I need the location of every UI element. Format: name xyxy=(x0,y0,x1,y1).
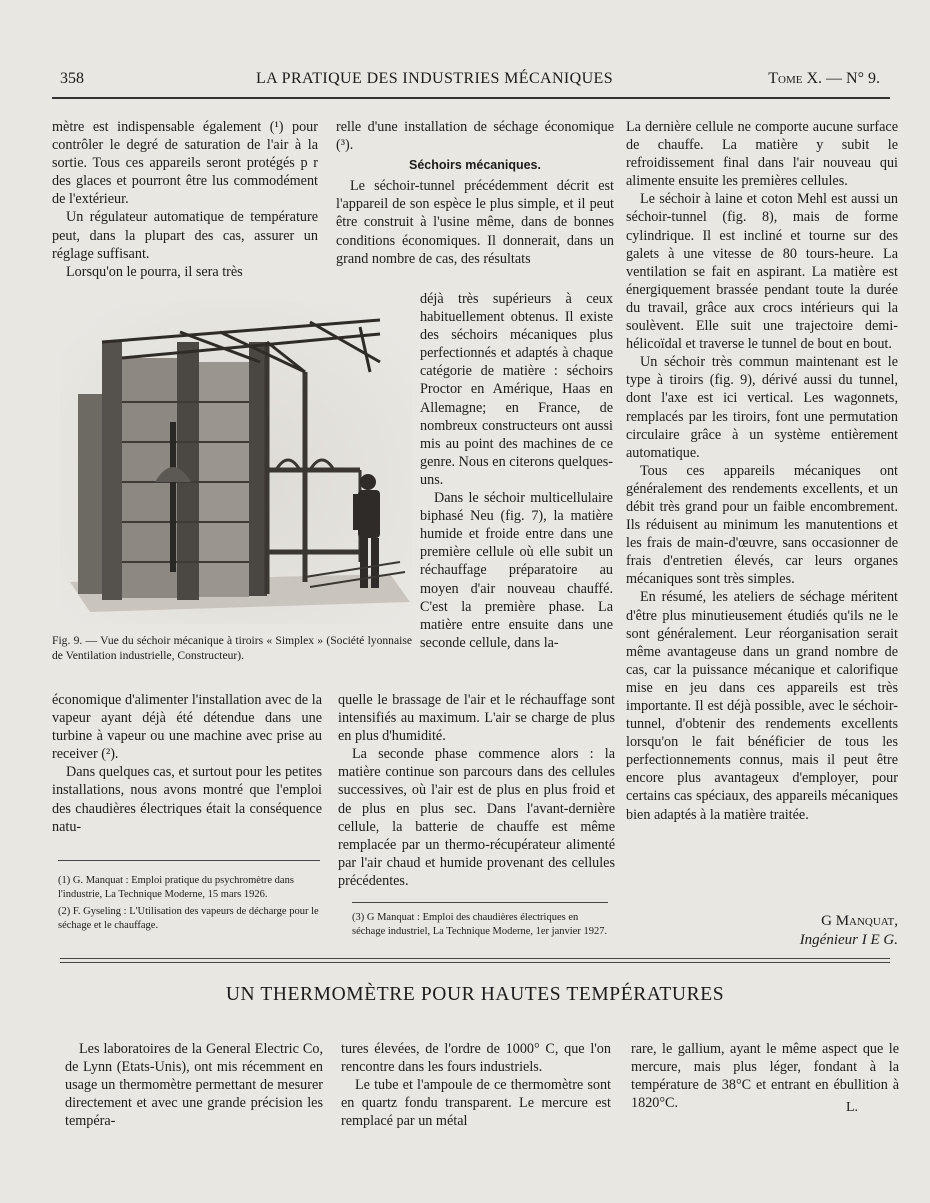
paragraph: déjà très supérieurs à ceux habituellement obtenus. Il existe des séchoirs mécaniques plus perfectionnés et adaptés à chaque catégorie de matière : séchoirs Proctor en Amérique, Haas en Allemagne; en France, de nombreux constructeurs ont aussi mis au point des machines de ce genre. Nous en citerons quelques-uns. xyxy=(420,291,613,488)
article2-col3 xyxy=(631,1040,899,1112)
footnote-rule xyxy=(352,902,608,903)
section-rule xyxy=(60,962,890,963)
article-title: UN THERMOMÈTRE POUR HAUTES TEMPÉRATURES xyxy=(225,984,725,1005)
footnote: (2) F. Gyseling : L'Utilisation des vapeurs de décharge pour le séchage et le chauffage. xyxy=(58,906,319,931)
paragraph: quelle le brassage de l'air et le réchauffage sont intensifiés au maximum. L'air se charge de plus en plus d'humidité. xyxy=(338,692,615,745)
paragraph: Tous ces appareils mécaniques ont généralement des rendements excellents, et un débit très grand pour un faible encombrement. Ils réduisent au minimum les manutentions et les frais de main-d'œuvre, sans occasionner de frais d'entretien élevés, car leurs organes mécaniques sont très simples. xyxy=(626,462,898,588)
article2-col1 xyxy=(65,1040,323,1130)
article2-col2 xyxy=(341,1040,611,1130)
running-header xyxy=(58,66,890,92)
article1-col3 xyxy=(626,118,898,824)
figure-caption: Fig. 9. — Vue du séchoir mécanique à tiroirs « Simplex » (Société lyonnaise de Ventilation industrielle, Constructeur). xyxy=(52,634,412,662)
volume-number: Tome X. — N° 9. xyxy=(768,70,880,87)
footnotes-col1 xyxy=(58,874,320,932)
author-name: G Manquat, xyxy=(821,913,898,929)
paragraph: Un séchoir très commun maintenant est le type à tiroirs (fig. 9), dérivé aussi du tunnel, dont l'axe est ici vertical. Les wagonnets, remplacés par les tiroirs, font une permutation circulaire grâce à un système entièrement automatique. xyxy=(626,354,898,461)
article1-col2-top xyxy=(336,118,614,268)
article1-col1-top xyxy=(52,118,318,281)
article1-col1-bottom xyxy=(52,691,322,836)
paragraph: Un régulateur automatique de température peut, dans la plupart des cas, assurer un réglage suffisant. xyxy=(52,209,318,262)
article1-col2-beside-figure xyxy=(420,290,613,652)
figure-dryer-photo xyxy=(60,302,412,624)
footnote-col2: (3) G Manquat : Emploi des chaudières électriques en séchage industriel, La Technique Moderne, 1er janvier 1927. xyxy=(352,912,608,937)
paragraph: mètre est indispensable également (¹) pour contrôler le degré de saturation de l'air à la sortie. Tous ces appareils seront protégés p r des glaces et pourront être lus commodément de l'extérieur. xyxy=(52,119,318,208)
paragraph: relle d'une installation de séchage économique (³). xyxy=(336,119,614,154)
author-initial: L. xyxy=(846,1100,859,1115)
paragraph: En résumé, les ateliers de séchage méritent d'être plus minutieusement étudiés qu'ils ne le sont généralement. Leur réorganisation serait même avantageuse dans un grand nombre de cas, car la puissance mécanique et calorifique mise en jeu dans ces appareils est très importante. Il est déjà possible, avec le séchoir-tunnel, d'obtenir des rendements excellents lorsqu'on le fait bénéficier de tous les perfectionnements connus, mais il peut être encore plus avantageux d'employer, pour certains cas spéciaux, des appareils mécaniques bien adaptés à la matière traitée. xyxy=(626,589,898,823)
footnote: (1) G. Manquat : Emploi pratique du psychromètre dans l'industrie, La Technique Moderne, 15 mars 1926. xyxy=(58,875,294,900)
journal-title: LA PRATIQUE DES INDUSTRIES MÉCANIQUES xyxy=(256,70,614,87)
paragraph: Dans le séchoir multicellulaire biphasé Neu (fig. 7), la matière humide et froide entre dans une première cellule où elle subit un réchauffage préparatoire au moyen d'air nouveau chauffé. C'est la première phase. La matière entre ensuite dans une seconde cellule, dans la- xyxy=(420,490,613,651)
section-rule xyxy=(60,958,890,959)
paragraph: La seconde phase commence alors : la matière continue son parcours dans des cellules successives, où l'air est de plus en plus froid et de plus en plus sec. Dans l'avant-dernière cellule, la batterie de chauffe est même remplacée par un thermo-récupérateur alimenté par l'air chaud et humide provenant des cellules précédentes. xyxy=(338,746,615,889)
paragraph: économique d'alimenter l'installation avec de la vapeur ayant déjà été détendue dans une turbine à vapeur ou une machine avec prise au receiver (²). xyxy=(52,692,322,763)
paragraph: Lorsqu'on le pourra, il sera très xyxy=(66,263,243,280)
paragraph: Le séchoir à laine et coton Mehl est aussi un séchoir-tunnel (fig. 8), mais de forme cylindrique. Il est incliné et tourne sur des galets à une vitesse de 80 tours-heure. La ventilation se fait en aspirant. La matière est énergiquement brassée pendant toute la durée du travail, grâce aux crocs intérieurs qui la soulèvent. Elle suit une trajectoire demi-hélicoïdal et traverse le tunnel de bout en bout. xyxy=(626,191,898,353)
article1-col2-bottom xyxy=(338,691,615,890)
paragraph: Le séchoir-tunnel précédemment décrit est l'appareil de son espèce le plus simple, et il peut être construit à l'usine même, dans de bonnes conditions économiques. Il donnerait, dans un grand nombre de cas, des résultats xyxy=(336,178,614,267)
paragraph: Les laboratoires de la General Electric Co, de Lynn (Etats-Unis), ont mis récemment en usage un thermomètre permettant de mesurer directement et avec une grande précision les tempéra- xyxy=(65,1041,323,1130)
paragraph: La dernière cellule ne comporte aucune surface de chauffe. La matière y subit le refroidissement final dans l'air nouveau qui alimente ensuite les premières cellules. xyxy=(626,119,898,190)
footnote-rule xyxy=(58,860,320,861)
author-signature xyxy=(626,912,898,950)
paragraph: Dans quelques cas, et surtout pour les petites installations, nous avons montré que l'emploi des chaudières électriques était la conséquence natu- xyxy=(52,764,322,835)
header-rule xyxy=(52,97,890,99)
section-heading: Séchoirs mécaniques. xyxy=(408,158,541,173)
page-number: 358 xyxy=(60,70,84,87)
paragraph: Le tube et l'ampoule de ce thermomètre sont en quartz fondu transparent. Le mercure est remplacé par un métal xyxy=(341,1077,611,1130)
paragraph: rare, le gallium, ayant le même aspect que le mercure, mais plus léger, fondant à la température de 38°C et entrant en ébullition à 1820°C. xyxy=(631,1041,899,1112)
paragraph: tures élevées, de l'ordre de 1000° C, que l'on rencontre dans les fours industriels. xyxy=(341,1041,611,1076)
author-role: Ingénieur I E G. xyxy=(799,932,898,948)
dryer-machine-illustration xyxy=(60,302,412,624)
